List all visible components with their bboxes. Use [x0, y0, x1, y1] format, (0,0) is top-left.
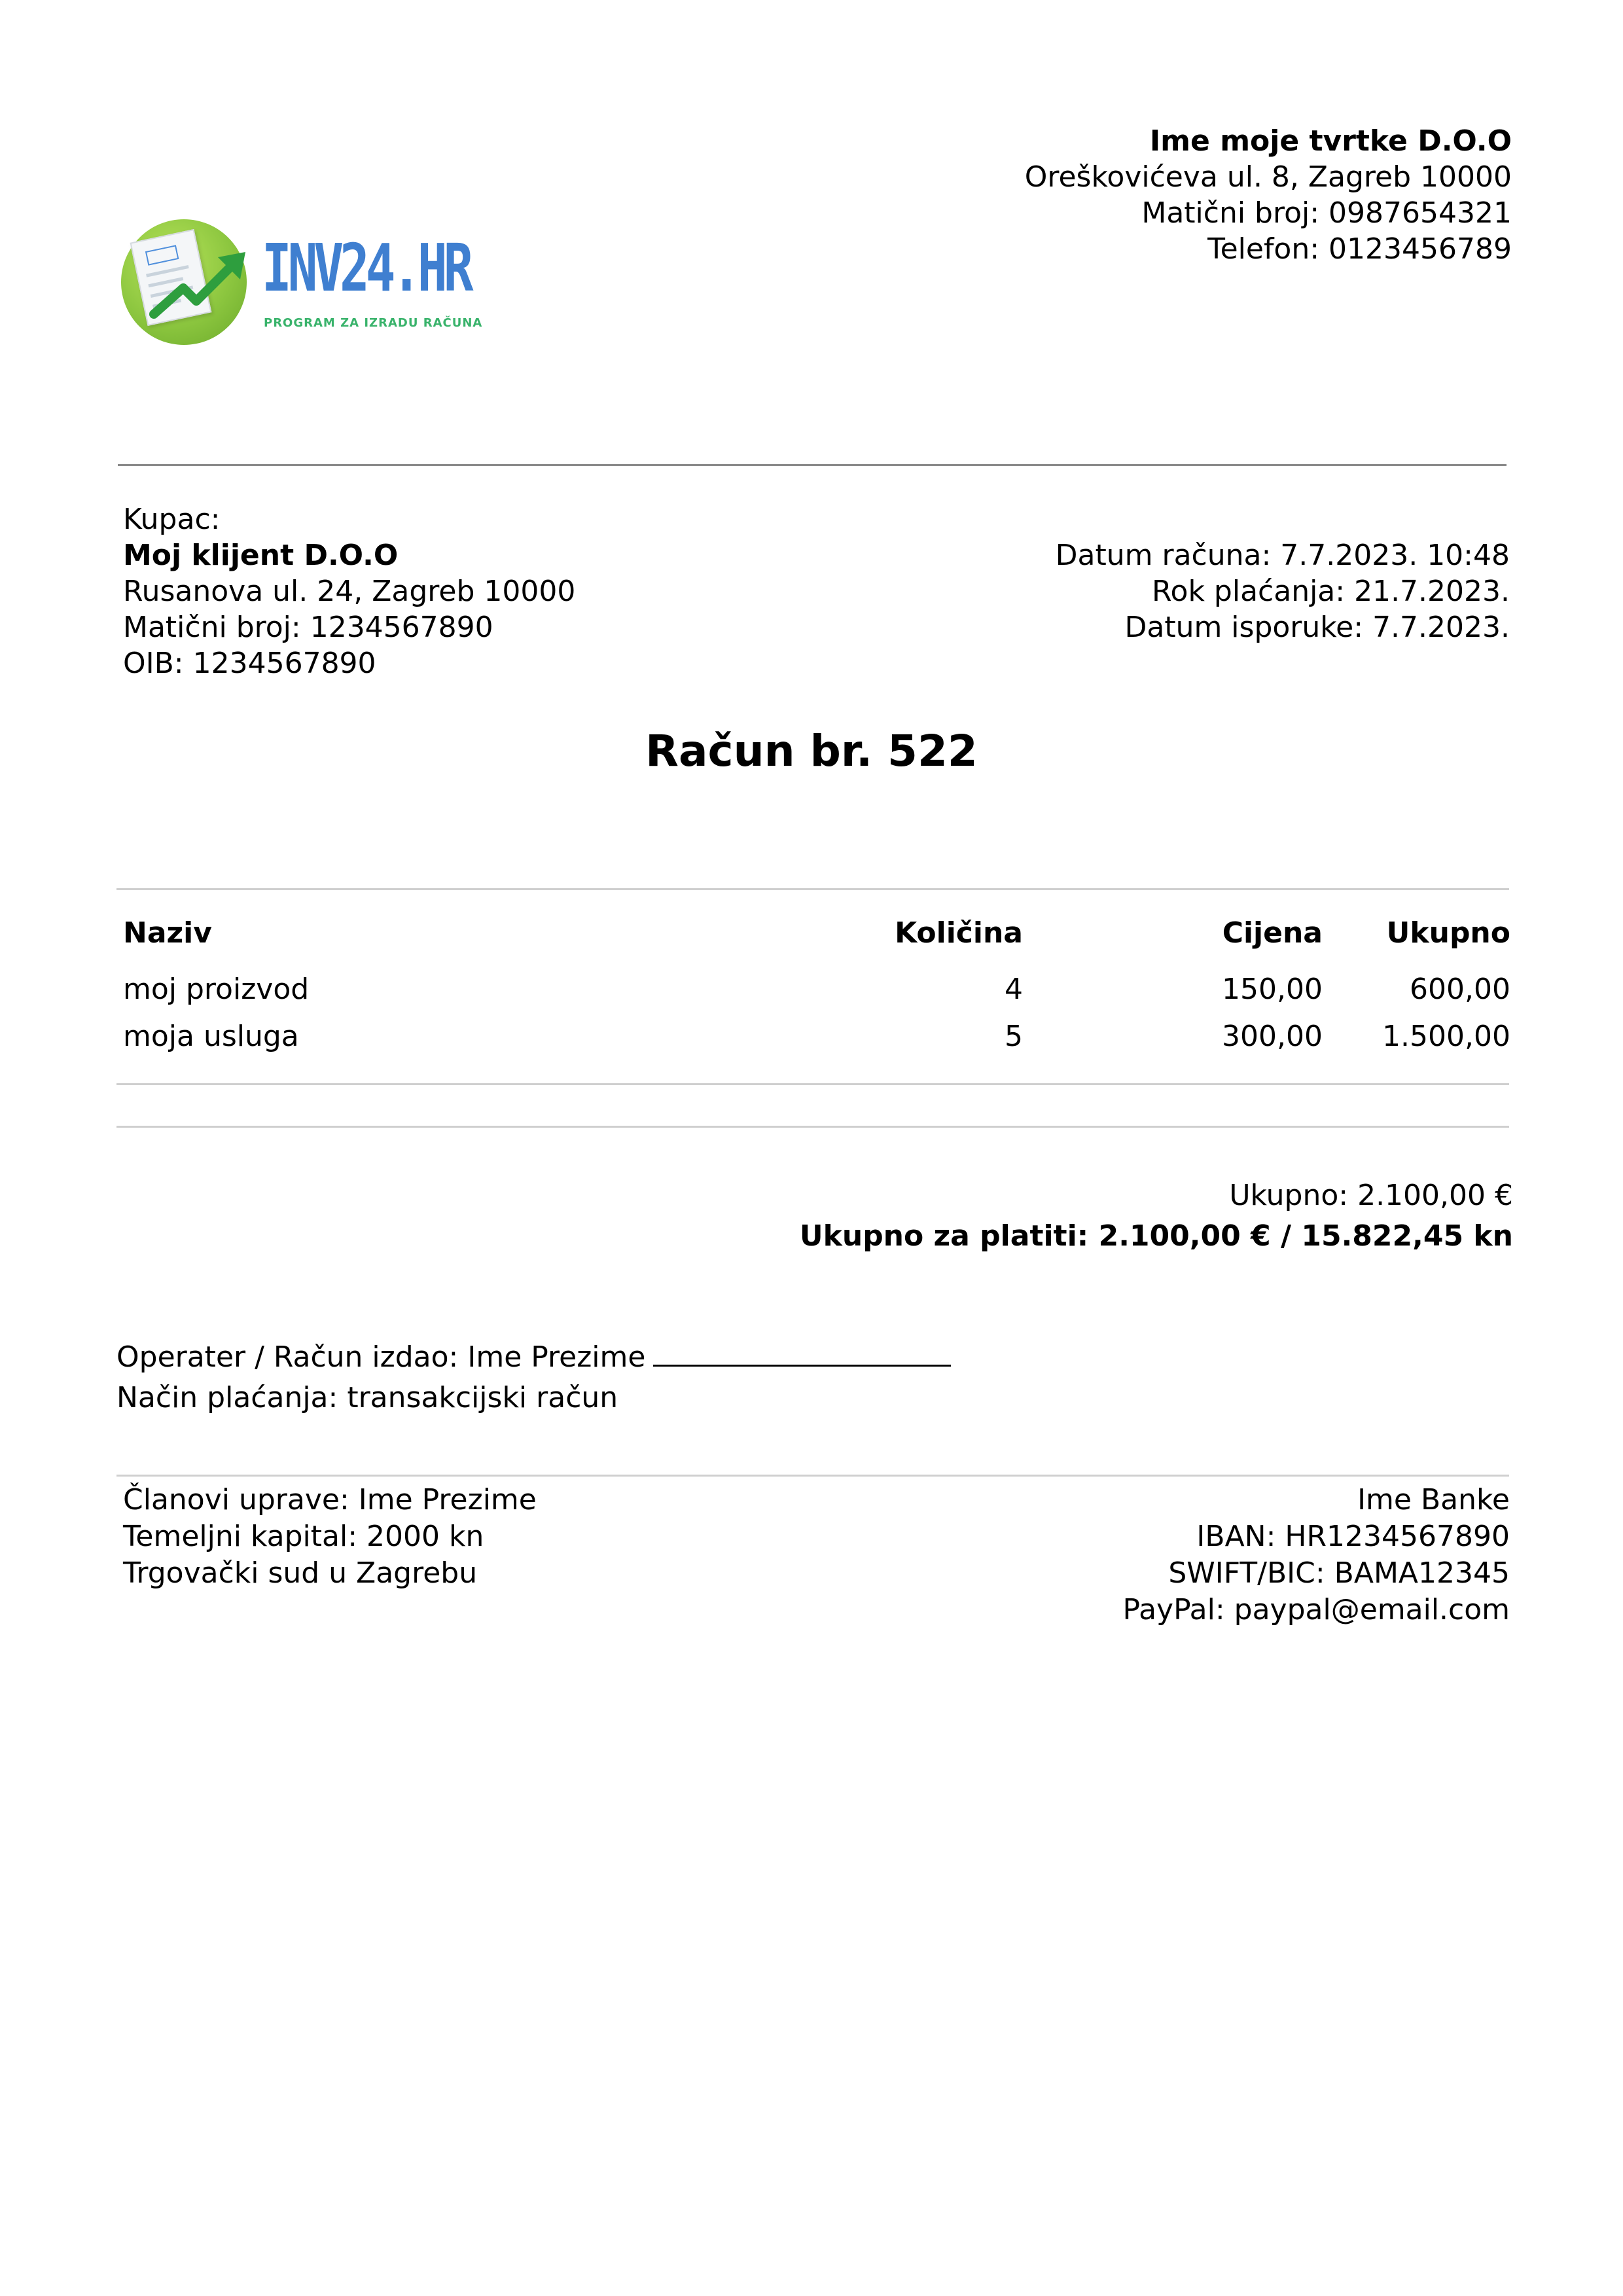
table-row — [123, 973, 1510, 1020]
company-logo — [121, 219, 501, 350]
header-ukupno: Ukupno — [1386, 916, 1510, 950]
totals-divider — [116, 1126, 1509, 1128]
issued-by-row — [116, 1337, 1033, 1378]
item-name: moj proizvod — [123, 973, 310, 1006]
growth-arrow-icon — [147, 245, 252, 324]
footer-divider — [116, 1475, 1509, 1477]
seller-info — [923, 123, 1512, 267]
buyer-info — [123, 501, 843, 681]
table-top-divider — [116, 888, 1509, 890]
delivery-date: Datum isporuke: 7.7.2023. — [1124, 611, 1510, 644]
item-price: 300,00 — [1222, 1020, 1323, 1053]
bank-iban: IBAN: HR1234567890 — [1196, 1520, 1510, 1553]
seller-registration: Matični broj: 0987654321 — [1141, 196, 1512, 230]
buyer-oib: OIB: 1234567890 — [123, 647, 376, 680]
item-total: 1.500,00 — [1382, 1020, 1510, 1053]
item-name: moja usluga — [123, 1020, 299, 1053]
bank-info — [921, 1482, 1510, 1628]
items-table — [123, 916, 1510, 1067]
item-quantity: 4 — [1005, 973, 1023, 1006]
grand-total: Ukupno za platiti: 2.100,00 € / 15.822,45 kn — [799, 1219, 1513, 1253]
buyer-label: Kupac: — [123, 503, 221, 536]
header-divider — [118, 464, 1507, 466]
signature-line — [653, 1338, 951, 1367]
seller-phone: Telefon: 0123456789 — [1207, 232, 1512, 266]
due-date: Rok plaćanja: 21.7.2023. — [1151, 575, 1510, 608]
seller-address: Oreškovićeva ul. 8, Zagreb 10000 — [1024, 160, 1512, 194]
company-legal-info — [123, 1482, 843, 1592]
header-naziv: Naziv — [123, 916, 212, 950]
buyer-address: Rusanova ul. 24, Zagreb 10000 — [123, 575, 576, 608]
payment-method: Način plaćanja: transakcijski račun — [116, 1381, 618, 1414]
item-quantity: 5 — [1005, 1020, 1023, 1053]
seller-name: Ime moje tvrtke D.O.O — [1149, 124, 1512, 158]
buyer-registration: Matični broj: 1234567890 — [123, 611, 493, 644]
buyer-name: Moj klijent D.O.O — [123, 539, 399, 572]
invoice-date: Datum računa: 7.7.2023. 10:48 — [1055, 539, 1510, 572]
table-row — [123, 1020, 1510, 1067]
issued-by: Operater / Račun izdao: Ime Prezime — [116, 1340, 646, 1374]
item-price: 150,00 — [1222, 973, 1323, 1006]
invoice-title: Račun br. 522 — [645, 726, 978, 776]
invoice-dates — [921, 537, 1510, 645]
item-total: 600,00 — [1410, 973, 1510, 1006]
commercial-court: Trgovački sud u Zagrebu — [123, 1556, 478, 1590]
table-header-row — [123, 916, 1510, 973]
bank-name: Ime Banke — [1357, 1483, 1510, 1516]
logo-tagline: PROGRAM ZA IZRADU RAČUNA — [264, 316, 483, 330]
subtotal: Ukupno: 2.100,00 € — [1229, 1179, 1513, 1212]
board-members: Članovi uprave: Ime Prezime — [123, 1483, 537, 1516]
share-capital: Temeljni kapital: 2000 kn — [123, 1520, 484, 1553]
header-cijena: Cijena — [1222, 916, 1323, 950]
paypal-email: PayPal: paypal@email.com — [1122, 1593, 1510, 1626]
table-bottom-divider — [116, 1083, 1509, 1085]
header-kolicina: Količina — [895, 916, 1023, 950]
invoice-totals — [597, 1175, 1513, 1257]
bank-swift: SWIFT/BIC: BAMA12345 — [1168, 1556, 1510, 1590]
logo-wordmark: INV24.HR — [262, 230, 470, 306]
operator-info — [116, 1337, 1033, 1418]
